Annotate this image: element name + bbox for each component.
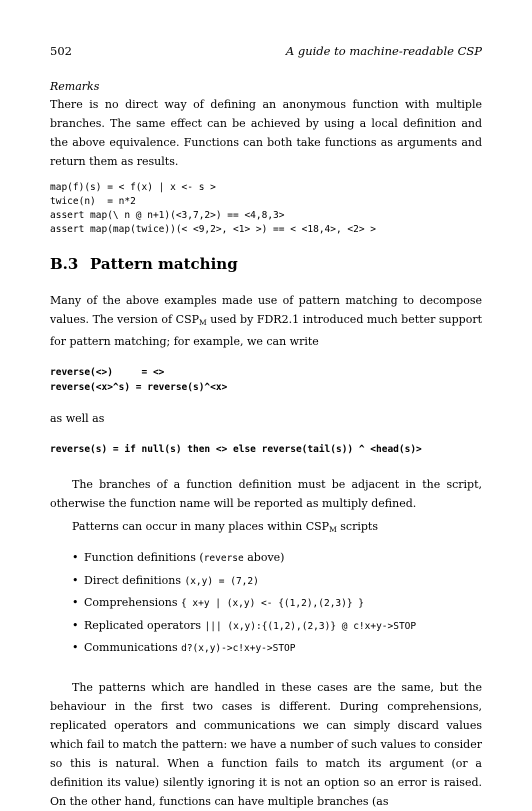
code-line: reverse(<x>^s) = reverse(s)^<x>	[50, 382, 228, 393]
code-line: twice(n) = n*2	[50, 196, 136, 207]
reverse-if-code: reverse(s) = if null(s) then <> else reverse(tail(s)) ^ <head(s)>	[50, 444, 422, 455]
bullet-icon: •	[72, 551, 79, 564]
page-header	[50, 44, 482, 60]
list-item: • Function definitions (reverse above)	[50, 547, 482, 570]
section-number: B.3	[50, 255, 79, 273]
code-line: reverse(<>) = <>	[50, 367, 165, 378]
remarks-paragraph: There is no direct way of defining an anonymous function with multiple branches. The same effect can be achieved by using a local definition and the above equivalence. Functions can both take functions as arguments and return them as results.	[50, 98, 482, 168]
bullet-icon: •	[72, 618, 79, 632]
code-line: assert map(\ n @ n+1)(<3,7,2>) == <4,8,3>	[50, 210, 285, 221]
code-line: map(f)(s) = < f(x) | x <- s >	[50, 182, 216, 193]
list-item: • Communications d?(x,y)->c!x+y->STOP	[50, 637, 482, 660]
bullet-icon: •	[72, 573, 79, 587]
running-title: A guide to machine-readable CSP	[285, 44, 482, 58]
page-number: 502	[50, 44, 72, 58]
remarks-heading: Remarks	[50, 80, 100, 93]
bullet-icon: •	[72, 596, 79, 609]
section-heading	[50, 255, 482, 273]
pattern-bullet-list	[50, 547, 482, 660]
list-item: • Comprehensions { x+y | (x,y) <- {(1,2),(2,3)} }	[50, 592, 482, 615]
list-item: • Replicated operators ||| (x,y):{(1,2),(2,3)} @ c!x+y->STOP	[50, 615, 482, 638]
bullet-icon: •	[72, 641, 79, 654]
section-paragraph-1: Many of the above examples made use of pattern matching to decompose values. The version of $CSP_M$ used by FDR2.1 introduced much better support for pattern matching; for example, we can write	[50, 294, 482, 348]
section-title: Pattern matching	[90, 255, 238, 273]
section-paragraph-2: The branches of a function definition must be adjacent in the script, otherwise the function name will be reported as multiply defined.	[50, 478, 482, 510]
reverse-code-block	[50, 365, 482, 395]
section-paragraph-3: Patterns can occur in many places within $CSP_M$ scripts	[72, 520, 378, 534]
as-well-as-text: as well as	[50, 412, 105, 425]
remarks-code-block	[50, 181, 482, 237]
page	[50, 44, 482, 811]
list-item: • Direct definitions (x,y) = (7,2)	[50, 570, 482, 593]
section-paragraph-4: The patterns which are handled in these cases are the same, but the behaviour in the first two cases is different. During comprehensions, replicated operators and communications we can simply discard values which fail to match the pattern: we have a number of such values to consider so this is natural. When a function fails to match its argument (or a definition its value) silently ignoring it is not an option so an error is raised. On the other hand, functions can have multiple branches (as	[50, 680, 482, 808]
code-line: assert map(map(twice))(< <9,2>, <1> >) == < <18,4>, <2> >	[50, 224, 377, 235]
